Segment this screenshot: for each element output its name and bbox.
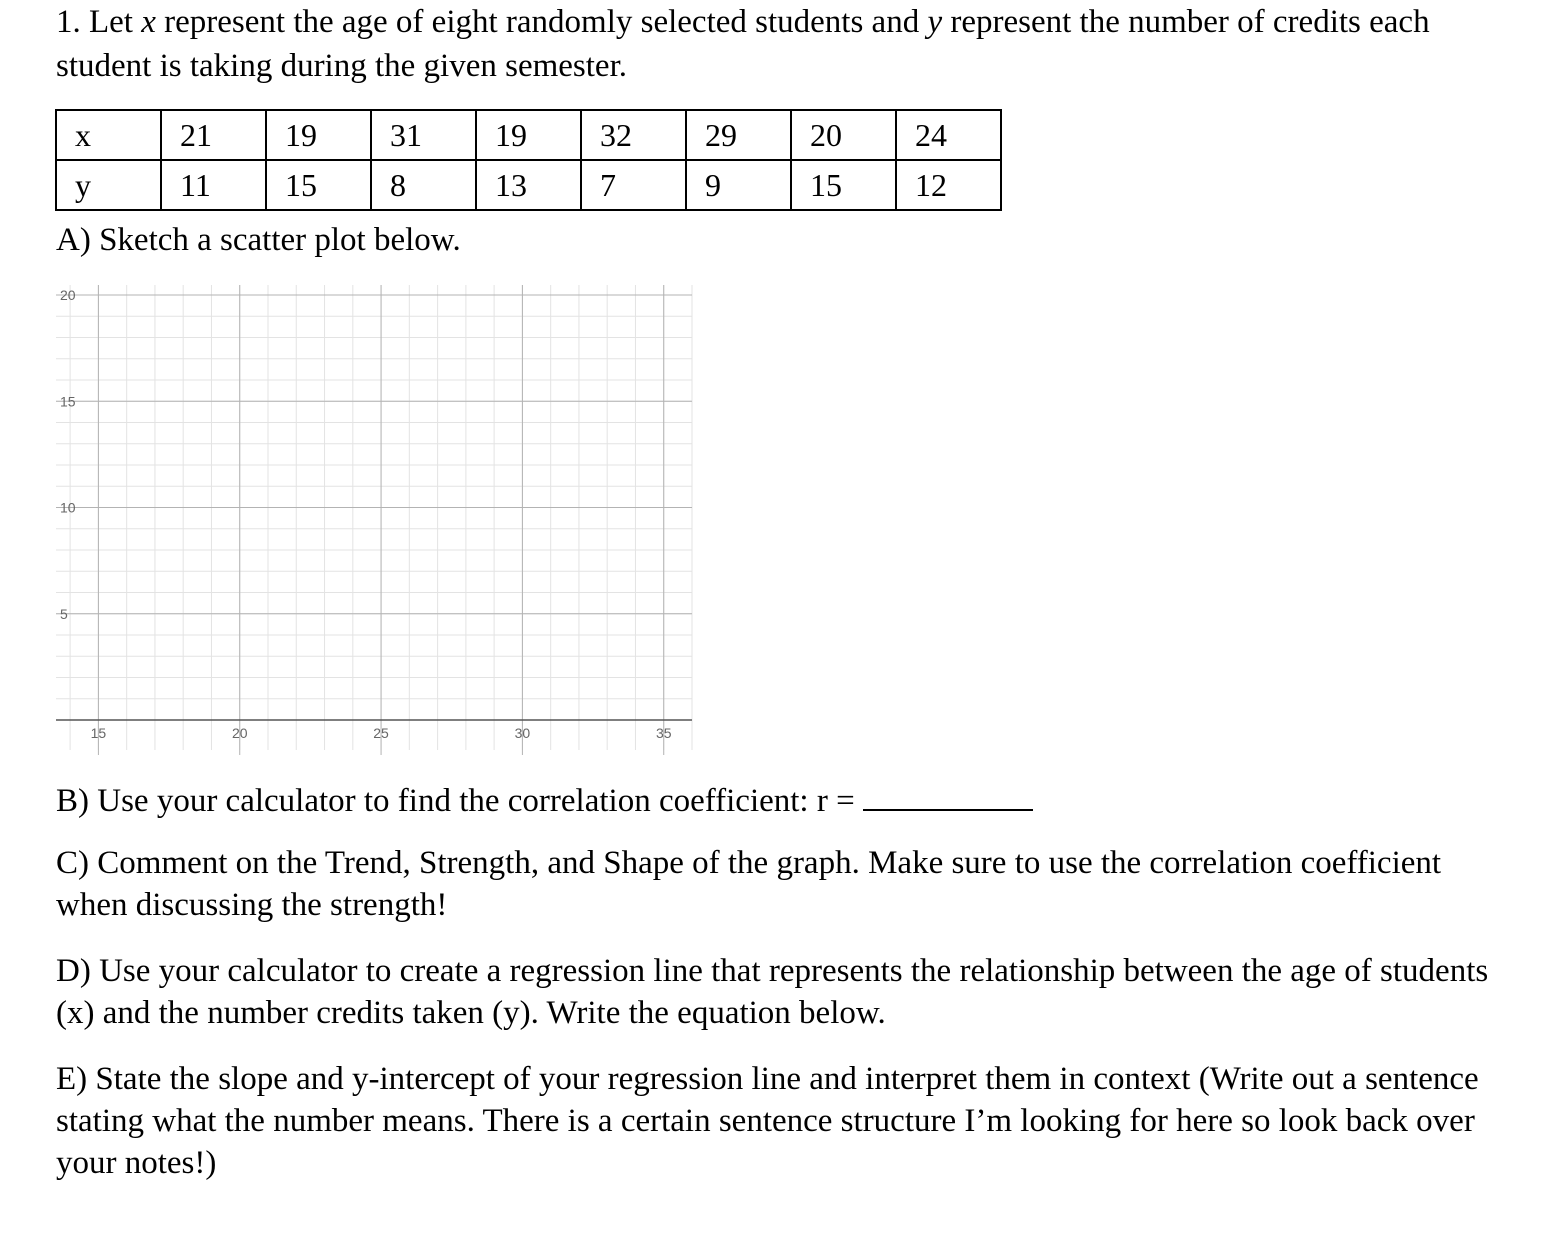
question-c: C) Comment on the Trend, Strength, and Shape of the graph. Make sure to use the correlation coefficient when discussing the strength!	[56, 845, 1442, 923]
data-table	[55, 109, 1002, 211]
table-cell: 15	[266, 160, 371, 210]
table-cell: 7	[581, 160, 686, 210]
question-b	[56, 779, 1496, 822]
table-cell: 11	[161, 160, 266, 210]
scatter-plot-grid	[56, 285, 696, 755]
table-cell: 8	[371, 160, 476, 210]
intro-var-x: x	[141, 4, 156, 40]
intro-text-2: represent the age of eight randomly selected students and	[155, 4, 928, 40]
table-cell: 31	[371, 110, 476, 160]
intro-text-1: 1. Let	[56, 4, 142, 40]
table-header-y: y	[56, 160, 161, 210]
table-row-y	[56, 160, 1001, 210]
question-d: D) Use your calculator to create a regression line that represents the relationship between the age of students (x) and the number credits taken (y). Write the equation below.	[56, 953, 1489, 1031]
table-cell: 19	[266, 110, 371, 160]
table-cell: 21	[161, 110, 266, 160]
x-tick-label: 20	[231, 725, 248, 741]
table-cell: 32	[581, 110, 686, 160]
table-cell: 20	[791, 110, 896, 160]
table-row-x	[56, 110, 1001, 160]
y-tick-label: 10	[60, 499, 76, 516]
x-tick-label: 35	[655, 725, 672, 741]
table-header-x: x	[56, 110, 161, 160]
table-cell: 12	[896, 160, 1001, 210]
x-tick-label: 30	[514, 725, 531, 741]
table-cell: 9	[686, 160, 791, 210]
question-e: E) State the slope and y-intercept of your regression line and interpret them in context (Write out a sentence stating what the number means. There is a certain sentence structure I’m looking for here so look back over your notes!)	[56, 1061, 1479, 1181]
intro-text-3: represent the number of credits each student is taking during the given semester.	[56, 4, 1430, 84]
intro-var-y: y	[927, 4, 943, 40]
x-tick-label: 15	[90, 725, 107, 741]
y-tick-label: 15	[60, 393, 76, 410]
table-cell: 24	[896, 110, 1001, 160]
table-cell: 19	[476, 110, 581, 160]
x-tick-label: 25	[373, 725, 389, 741]
y-tick-label: 5	[60, 605, 68, 622]
problem-intro	[56, 0, 1496, 88]
table-cell: 29	[686, 110, 791, 160]
question-b-text: B) Use your calculator to find the correlation coefficient: r =	[56, 783, 855, 819]
question-a: A) Sketch a scatter plot below.	[56, 222, 461, 258]
answer-blank-r[interactable]	[863, 779, 1033, 811]
table-cell: 15	[791, 160, 896, 210]
y-tick-label: 20	[60, 287, 76, 303]
table-cell: 13	[476, 160, 581, 210]
